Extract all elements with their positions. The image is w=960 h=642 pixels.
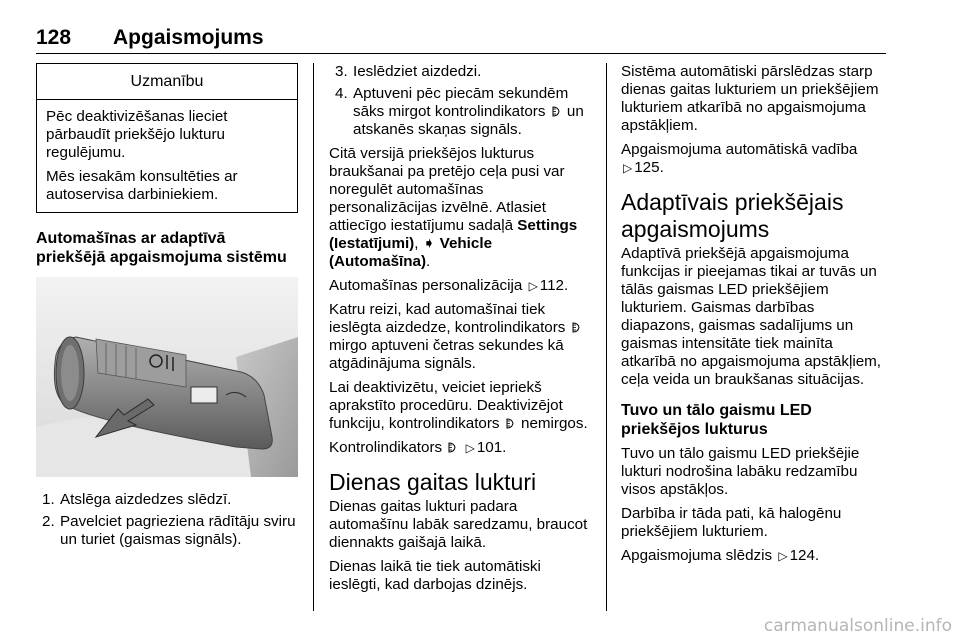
step-list bbox=[329, 63, 592, 139]
step-list bbox=[36, 491, 298, 549]
headlight-leveling-lamp-icon bbox=[572, 322, 581, 333]
headlight-leveling-lamp-icon bbox=[448, 442, 457, 453]
headlight-leveling-lamp-icon bbox=[506, 418, 515, 429]
column-divider bbox=[606, 63, 607, 611]
caution-heading: Uzmanību bbox=[37, 64, 297, 100]
caution-text: Mēs iesakām konsultēties ar autoservisa darbiniekiem. bbox=[46, 168, 238, 203]
headlight-switch-stalk-illustration bbox=[36, 277, 298, 477]
page-reference[interactable]: 112. bbox=[539, 277, 569, 294]
page-number: 128 bbox=[36, 26, 72, 49]
list-item: 1. Atslēga aizdedzes slēdzī. bbox=[42, 491, 232, 508]
section-subheading: Automašīnas ar adaptīvā priekšējā apgaismojuma sistēmu bbox=[36, 230, 287, 266]
column-left bbox=[36, 63, 298, 553]
page-title: Apgaismojums bbox=[113, 26, 264, 49]
page-reference-triangle-icon: ▷ bbox=[778, 549, 788, 563]
column-right bbox=[621, 63, 891, 571]
body-paragraph: Automašīnas personalizācija ▷ 112. bbox=[329, 277, 569, 294]
body-paragraph: Apgaismojuma slēdzis ▷ 124. bbox=[621, 547, 820, 564]
list-item: 3. Ieslēdziet aizdedzi. bbox=[335, 63, 482, 80]
section-subheading: Tuvo un tālo gaismu LED priekšējos lukturus bbox=[621, 402, 812, 438]
page-reference-triangle-icon: ▷ bbox=[623, 161, 633, 175]
body-paragraph: Citā versijā priekšējos lukturus braukšanai pa pretējo ceļa pusi var noregulēt automašīnas personalizācijas izvēlnē. Atlasiet attiecīgo iestatījumu sadaļā Settings (Iestatījumi), ➧ Vehicle (Automašīna). bbox=[329, 145, 578, 270]
caution-box bbox=[36, 63, 298, 213]
menu-label-settings: Settings (Iestatījumi) bbox=[329, 217, 578, 252]
page-reference-triangle-icon: ▷ bbox=[528, 279, 538, 293]
body-paragraph: Sistēma automātiski pārslēdzas starp dienas gaitas lukturiem un priekšējiem lukturiem atkarībā no apgaismojuma apstākļiem. bbox=[621, 63, 879, 134]
list-item: 2. Pavelciet pagrieziena rādītāju sviru un turiet (gaismas signāls). bbox=[42, 513, 296, 548]
body-paragraph: Dienas gaitas lukturi padara automašīnu labāk saredzamu, braucot diennakts gaišajā laikā. bbox=[329, 498, 588, 551]
menu-arrow-icon: ➧ bbox=[422, 235, 436, 252]
headlight-leveling-lamp-icon bbox=[552, 106, 561, 117]
page-reference-triangle-icon: ▷ bbox=[465, 441, 475, 455]
body-paragraph: Dienas laikā tie tiek automātiski ieslēgti, kad darbojas dzinējs. bbox=[329, 558, 541, 593]
page-header bbox=[36, 24, 886, 54]
page-reference[interactable]: 125. bbox=[634, 159, 664, 176]
column-middle bbox=[329, 63, 592, 600]
section-heading: Adaptīvais priekšējais apgaismojums bbox=[621, 189, 844, 242]
body-paragraph: Apgaismojuma automātiskā vadība ▷ 125. bbox=[621, 141, 858, 176]
page-reference[interactable]: 124. bbox=[789, 547, 820, 564]
menu-label-vehicle: Vehicle (Automašīna) bbox=[329, 235, 493, 270]
caution-text: Pēc deaktivizēšanas lieciet pārbaudīt priekšējo lukturu regulējumu. bbox=[46, 108, 228, 161]
body-paragraph: Darbība ir tāda pati, kā halogēnu priekšējiem lukturiem. bbox=[621, 505, 842, 540]
column-divider bbox=[313, 63, 314, 611]
list-item: 4. Aptuveni pēc piecām sekundēm sāks mirgot kontrolindikators un atskanēs skaņas signāls. bbox=[335, 85, 584, 138]
body-paragraph: Lai deaktivizētu, veiciet iepriekš aprakstīto procedūru. Deaktivizējot funkciju, kontrolindikators nemirgos. bbox=[329, 379, 588, 432]
page-reference[interactable]: 101. bbox=[476, 439, 507, 456]
body-paragraph: Kontrolindikators ▷ 101. bbox=[329, 439, 507, 456]
body-paragraph: Katru reizi, kad automašīnai tiek ieslēgta aizdedze, kontrolindikators mirgo aptuveni četras sekundes kā atgādinājuma signāls. bbox=[329, 301, 592, 373]
body-paragraph: Adaptīvā priekšējā apgaismojuma funkcijas ir pieejamas tikai ar tuvās un tālās gaismas LED priekšējiem lukturiem. Gaismas darbības diapazons, gaismas sadalījums un gaismas intensitāte tiek mainīta atkarībā no apgaismojuma apstākļiem, ceļa veida un braukšanas situācijas. bbox=[621, 245, 882, 388]
section-heading: Dienas gaitas lukturi bbox=[329, 469, 537, 495]
caution-body bbox=[37, 100, 297, 212]
body-paragraph: Tuvo un tālo gaismu LED priekšējie lukturi nodrošina labāku redzamību visos apstākļos. bbox=[621, 445, 860, 498]
watermark: carmanualsonline.info bbox=[763, 616, 952, 636]
